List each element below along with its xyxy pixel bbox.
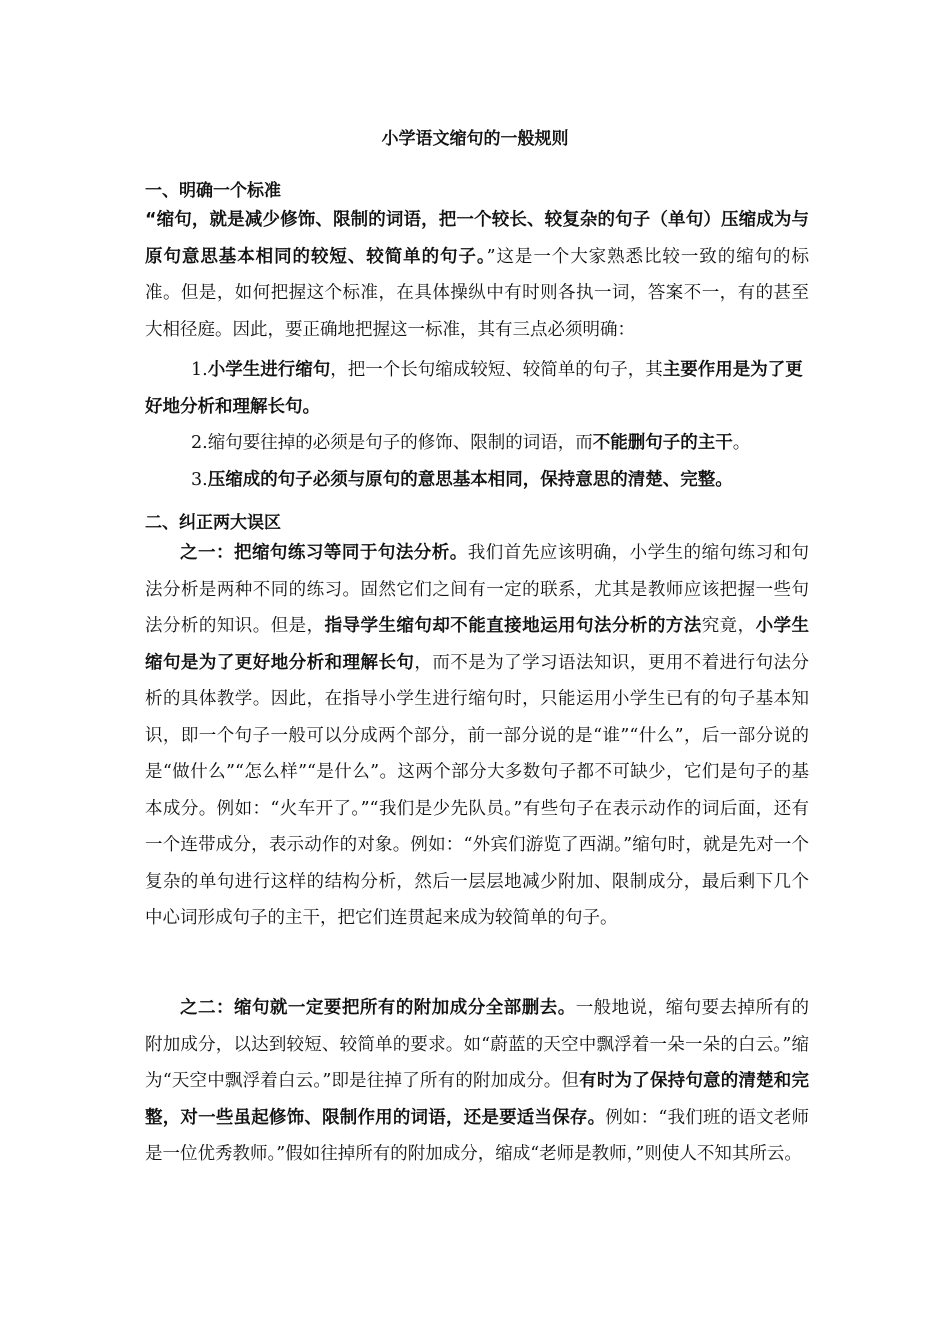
para2-text-a: 一般地说，缩句要去掉所有的附加成分，以达到较短、较简单的要求。如“蔚蓝的天空中飘浮着一朵一朵的白云。”缩为“天空中飘浮着白云。”即是往掉了所有的附加成分。但	[145, 998, 810, 1091]
para1-bold-b: 指导学生缩句却不能直接地运用句法分析的方法	[324, 616, 702, 636]
section1-heading: 一、明确一个标准	[145, 181, 281, 201]
list-item-3	[145, 462, 809, 499]
para1-text-c: ，而不是为了学习语法知识，更用不着进行句法分析的具体教学。因此，在指导小学生进行缩句时，只能运用小学生已有的句子基本知识，即一个句子一般可以分成两个部分，前一部分说的是“谁”“什么”，后一部分说的是“做什么”“怎么样”“是什么”。这两个部分大多数句子都不可缺少，它们是句子的基本成分。例如：“火车开了。”“我们是少先队员。”有些句子在表示动作的词后面，还有一个连带成分，表示动作的对象。例如：“外宾们游览了西湖。”缩句时，就是先对一个复杂的单句进行这样的结构分析，然后一层层地减少附加、限制成分，最后剩下几个中心词形成句子的主干，把它们连贯起来成为较简单的句子。	[145, 652, 809, 928]
para2-lead: 之二：缩句就一定要把所有的附加成分全部删去。	[180, 998, 576, 1018]
list-item-2	[145, 425, 809, 462]
para1-bold-c: 小学生缩句是为了更好地分析和理解长句	[145, 616, 810, 673]
definition-rest: ”这是一个大家熟悉比较一致的缩句的标准。但是，如何把握这个标准，在具体操纵中有时则各执一词，答案不一，有的甚至大相径庭。因此，要正确地把握这一标准，其有三点必须明确：	[145, 246, 809, 340]
item2-bold: 不能删句子的主干	[592, 433, 733, 453]
section2-paragraph-2	[145, 990, 809, 1173]
para2-text-b: 例如：“我们班的语文老师是一位优秀教师。”假如往掉所有的附加成分，缩成“老师是教师，”则使人不知其所云。	[145, 1107, 810, 1164]
para1-text-b: 究竟，	[701, 616, 756, 636]
item2-end: 。	[732, 433, 751, 453]
item-number: 3.	[191, 470, 208, 490]
document-title: 小学语文缩句的一般规则	[381, 129, 569, 149]
section1-paragraph	[145, 202, 809, 348]
item1-text: ，把一个长句缩成较短、较简单的句子，其	[330, 360, 663, 380]
para1-lead: 之一：把缩句练习等同于句法分析。	[180, 543, 468, 563]
item3-bold: 压缩成的句子必须与原句的意思基本相同，保持意思的清楚、完整。	[207, 470, 733, 490]
list-item-1	[145, 352, 809, 425]
item1-bold-a: 小学生进行缩句	[207, 360, 331, 380]
item-number: 1.	[191, 360, 208, 380]
item-number: 2.	[191, 433, 208, 453]
para2-bold-b: 有时为了保持句意的清楚和完整，对一些虽起修饰、限制作用的词语，还是要适当保存。	[145, 1071, 809, 1128]
item2-text: 缩句要往掉的必须是句子的修饰、限制的词语，而	[207, 433, 593, 453]
para1-text-a: 我们首先应该明确，小学生的缩句练习和句法分析是两种不同的练习。固然它们之间有一定的联系，尤其是教师应该把握一些句法分析的知识。但是，	[145, 543, 809, 636]
definition-bold: “缩句，就是减少修饰、限制的词语，把一个较长、较复杂的句子（单句）压缩成为与原句意思基本相同的较短、较简单的句子。	[145, 210, 809, 267]
item1-bold-b: 主要作用是为了更好地分析和理解长句。	[145, 360, 803, 417]
section2-heading: 二、纠正两大误区	[145, 513, 281, 533]
section2-paragraph-1	[145, 535, 809, 937]
